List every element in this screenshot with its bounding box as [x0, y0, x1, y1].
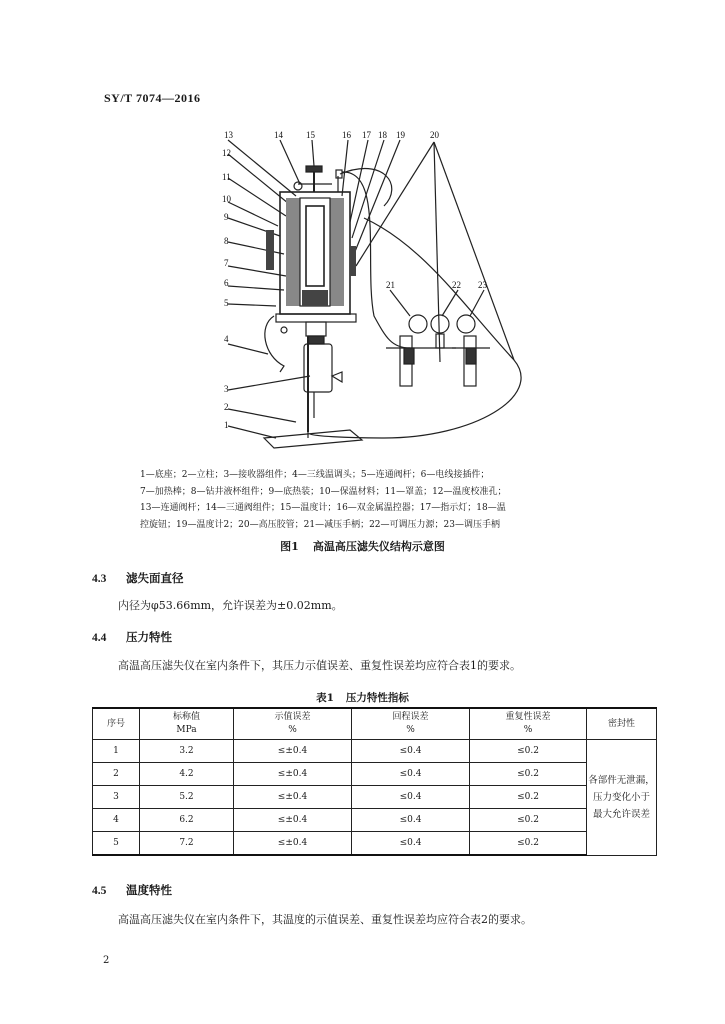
- col-header-index: 序号: [93, 708, 140, 740]
- leader-3: [228, 376, 310, 390]
- leader-11: [228, 178, 286, 216]
- callout-14: 14: [274, 130, 283, 140]
- cell-index: 1: [93, 740, 140, 763]
- cell-return: ≤0.4: [352, 809, 470, 832]
- cell-repeat: ≤0.2: [470, 763, 587, 786]
- section-number: 4.5: [92, 885, 107, 897]
- callout-8: 8: [224, 236, 229, 246]
- col-header-return-unit: %: [406, 725, 415, 735]
- sealing-note-line: 最大允许误差: [592, 808, 650, 820]
- leader-2: [228, 409, 296, 422]
- callout-21: 21: [386, 280, 395, 290]
- section-title: 滤失面直径: [126, 571, 184, 585]
- callout-7: 7: [224, 258, 229, 268]
- cell-index: 4: [93, 809, 140, 832]
- section-4-5-text: 高温高压滤失仪在室内条件下，其温度的示值误差、重复性误差均应符合表2的要求。: [118, 913, 532, 926]
- section-number: 4.4: [92, 632, 107, 644]
- callout-10: 10: [222, 194, 231, 204]
- figure-caption-label: 图1: [280, 540, 299, 553]
- leader-1: [228, 426, 276, 438]
- callout-16: 16: [342, 130, 351, 140]
- col-header-nominal-unit: MPa: [176, 725, 197, 735]
- callout-6: 6: [224, 278, 229, 288]
- callout-13: 13: [224, 130, 233, 140]
- legend-line: 控旋钮；19—温度计2；20—高压胶管；21—减压手柄；22—可调压力源；23—调压手柄: [140, 519, 500, 530]
- callout-22: 22: [452, 280, 461, 290]
- section-number: 4.3: [92, 573, 107, 585]
- table-row: [93, 740, 657, 763]
- cell-repeat: ≤0.2: [470, 786, 587, 809]
- cell-indication: ≤±0.4: [234, 832, 352, 856]
- cell-return: ≤0.4: [352, 786, 470, 809]
- page-number: 2: [103, 955, 110, 966]
- regulator-22: [428, 315, 456, 348]
- pressure-spec-table: [92, 707, 657, 856]
- callout-9: 9: [224, 212, 229, 222]
- cell-repeat: ≤0.2: [470, 740, 587, 763]
- callout-23: 23: [478, 280, 487, 290]
- section-heading-4-4: [92, 629, 172, 645]
- callout-2: 2: [224, 402, 229, 412]
- cell-index: 3: [93, 786, 140, 809]
- callout-3: 3: [224, 384, 229, 394]
- callout-19: 19: [396, 130, 405, 140]
- col-header-indication-unit: %: [288, 725, 297, 735]
- cell-indication: ≤±0.4: [234, 763, 352, 786]
- col-header-return: [352, 708, 470, 740]
- col-header-repeat-unit: %: [523, 725, 533, 735]
- figure-caption: [0, 538, 725, 554]
- table-caption: [0, 690, 725, 705]
- callout-12: 12: [222, 148, 231, 158]
- callout-5: 5: [224, 298, 229, 308]
- section-heading-4-5: [92, 882, 172, 898]
- col-header-repeat: [470, 708, 587, 740]
- legend-line: 13—连通阀杆；14—三通阀组件；15—温度计；16—双金属温控器；17—指示灯；18—温: [140, 503, 506, 513]
- leader-13: [228, 140, 296, 196]
- cell-index: 5: [93, 832, 140, 856]
- cell-return: ≤0.4: [352, 763, 470, 786]
- col-header-nominal: [140, 708, 234, 740]
- cell-sealing-note: [587, 740, 657, 856]
- table-row: [93, 809, 657, 832]
- gauge-21: [409, 315, 427, 333]
- section-title: 压力特性: [126, 630, 172, 644]
- standard-number: SY/T 7074—2016: [104, 91, 201, 105]
- col-header-indication-label: 示值误差: [274, 712, 311, 722]
- section-title: 温度特性: [126, 883, 172, 897]
- cell-indication: ≤±0.4: [234, 740, 352, 763]
- apparatus-diagram: [214, 126, 534, 461]
- cell-nominal: 7.2: [140, 832, 234, 856]
- leader-4: [228, 344, 268, 354]
- cell-nominal: 6.2: [140, 809, 234, 832]
- cell-indication: ≤±0.4: [234, 786, 352, 809]
- cell-repeat: ≤0.2: [470, 809, 587, 832]
- table-header-row: [93, 708, 657, 740]
- table-row: [93, 786, 657, 809]
- base: [264, 430, 362, 448]
- table-row: [93, 832, 657, 856]
- leader-6: [228, 286, 284, 290]
- section-4-4-text: 高温高压滤失仪在室内条件下，其压力示值误差、重复性误差均应符合表1的要求。: [118, 659, 521, 672]
- callout-4: 4: [224, 334, 229, 344]
- section-4-3-text: 内径为φ53.66mm，允许误差为±0.02mm。: [118, 599, 343, 612]
- cell-index: 2: [93, 763, 140, 786]
- gauge-22: [431, 315, 449, 333]
- callout-11: 11: [222, 172, 231, 182]
- cell-nominal: 3.2: [140, 740, 234, 763]
- leader-8: [228, 242, 284, 254]
- callout-20: 20: [430, 130, 439, 140]
- leader-7: [228, 266, 286, 276]
- callout-17: 17: [362, 130, 371, 140]
- cell-indication: ≤±0.4: [234, 809, 352, 832]
- cell-nominal: 5.2: [140, 786, 234, 809]
- legend-line: 1—底座；2—立柱；3—接收器组件；4—三线温调头；5—连通阀杆；6—电线接插件；: [140, 470, 490, 480]
- sealing-note-line: 各部件无泄漏，: [588, 774, 655, 786]
- gauge-23: [457, 315, 475, 333]
- callout-1: 1: [224, 420, 229, 430]
- col-header-repeat-label: 重复性误差: [505, 712, 551, 722]
- section-heading-4-3: [92, 570, 184, 586]
- table-row: [93, 763, 657, 786]
- figure-legend: [140, 467, 620, 533]
- figure-caption-text: 高温高压滤失仪结构示意图: [312, 540, 445, 553]
- legend-line: 7—加热棒；8—钻井液杯组件；9—底热装；10—保温材料；11—罩盖；12—温度校准孔；: [140, 486, 507, 497]
- table-caption-label: 表1: [316, 692, 334, 704]
- col-header-return-label: 回程误差: [392, 712, 429, 722]
- callout-18: 18: [378, 130, 387, 140]
- col-header-nominal-label: 标称值: [172, 712, 200, 722]
- cell-repeat: ≤0.2: [470, 832, 587, 856]
- cell-nominal: 4.2: [140, 763, 234, 786]
- col-header-sealing: 密封性: [587, 708, 657, 740]
- sealing-note-line: 压力变化小于: [592, 791, 650, 803]
- table-caption-text: 压力特性指标: [345, 692, 409, 704]
- col-header-indication: [234, 708, 352, 740]
- leader-5: [228, 304, 276, 306]
- callout-15: 15: [306, 130, 315, 140]
- regulator-21: [386, 315, 428, 386]
- cell-return: ≤0.4: [352, 832, 470, 856]
- cell-return: ≤0.4: [352, 740, 470, 763]
